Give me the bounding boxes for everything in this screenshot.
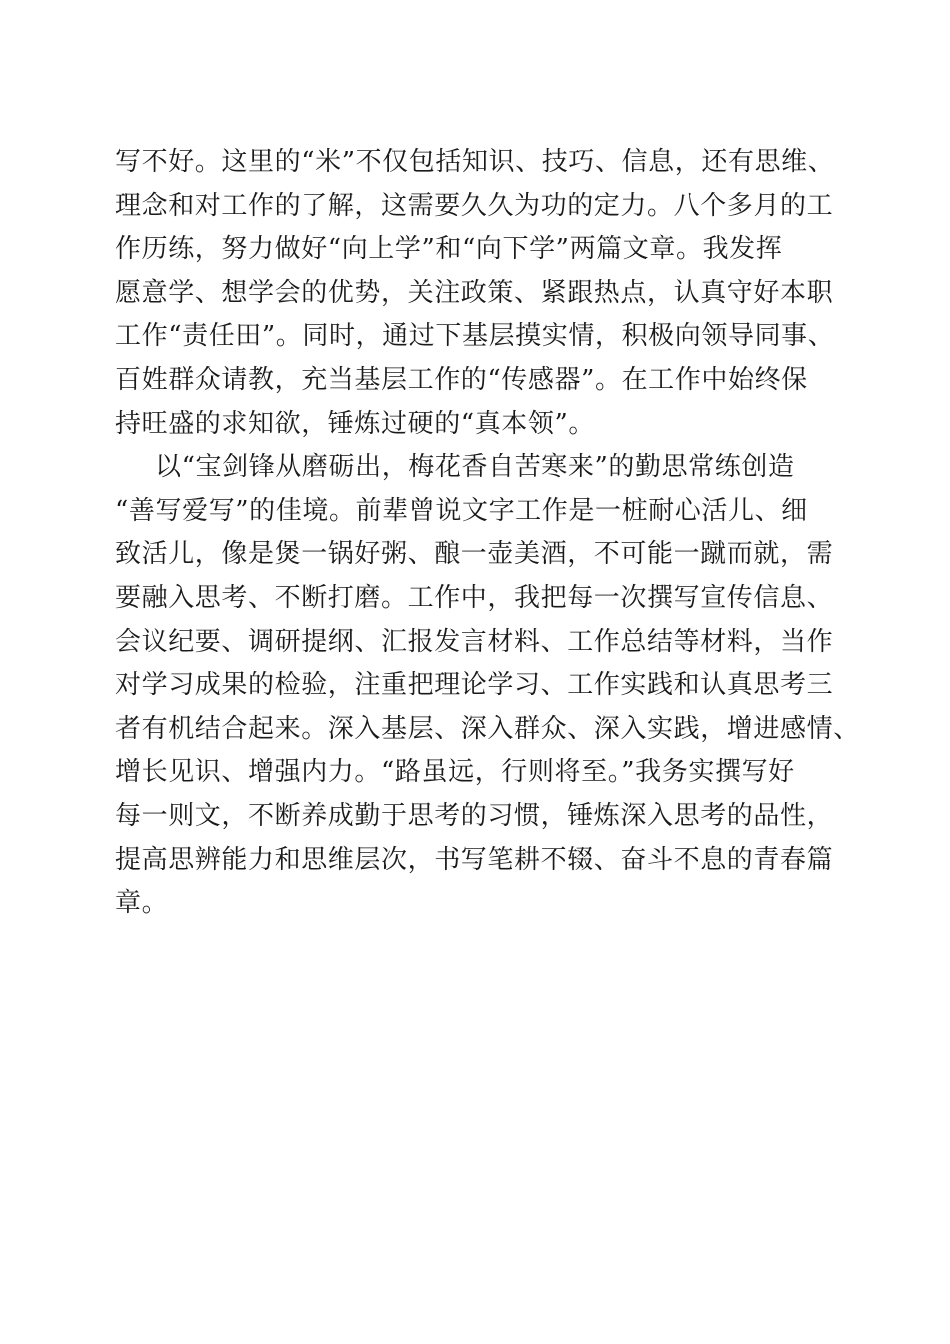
paragraph-line: “善写爱写”的佳境。前辈曾说文字工作是一桩耐心活儿、细 <box>115 495 808 526</box>
paragraph-line: 写不好。这里的“米”不仅包括知识、技巧、信息，还有思维、 <box>115 147 835 177</box>
paragraph-first-line: 以“宝剑锋从磨砺出，梅花香自苦寒来”的勤思常练创造 <box>155 452 795 483</box>
document-body <box>115 141 860 926</box>
paragraph-line: 者有机结合起来。深入基层、深入群众、深入实践，增进感情、 <box>115 713 860 744</box>
paragraph-line: 每一则文，不断养成勤于思考的习惯，锤炼深入思考的品性， <box>115 800 834 831</box>
paragraph-line: 百姓群众请教，充当基层工作的“传感器”。在工作中始终保 <box>115 364 808 395</box>
paragraph-line: 对学习成果的检验，注重把理论学习、工作实践和认真思考三 <box>115 670 834 701</box>
paragraph-line: 要融入思考、不断打磨。工作中，我把每一次撰写宣传信息、 <box>115 582 834 613</box>
paragraph-line: 作历练，努力做好“向上学”和“向下学”两篇文章。我发挥 <box>115 234 783 265</box>
paragraph-line: 持旺盛的求知欲，锤炼过硬的“真本领”。 <box>115 408 595 439</box>
paragraph-line: 章。 <box>115 888 169 919</box>
paragraph-line: 致活儿，像是煲一锅好粥、酿一壶美酒，不可能一蹴而就，需 <box>115 539 834 570</box>
paragraph-line: 工作“责任田”。同时，通过下基层摸实情，积极向领导同事、 <box>115 321 835 352</box>
paragraph-line: 愿意学、想学会的优势，关注政策、紧跟热点，认真守好本职 <box>115 277 834 308</box>
paragraph-line: 会议纪要、调研提纲、汇报发言材料、工作总结等材料，当作 <box>115 626 834 657</box>
paragraph-line: 理念和对工作的了解，这需要久久为功的定力。八个多月的工 <box>115 190 834 221</box>
paragraph-1 <box>115 141 855 446</box>
paragraph-2 <box>115 446 860 926</box>
paragraph-line: 增长见识、增强内力。“路虽远，行则将至。”我务实撰写好 <box>115 757 795 788</box>
paragraph-line: 提高思辨能力和思维层次，书写笔耕不辍、奋斗不息的青春篇 <box>115 844 834 875</box>
